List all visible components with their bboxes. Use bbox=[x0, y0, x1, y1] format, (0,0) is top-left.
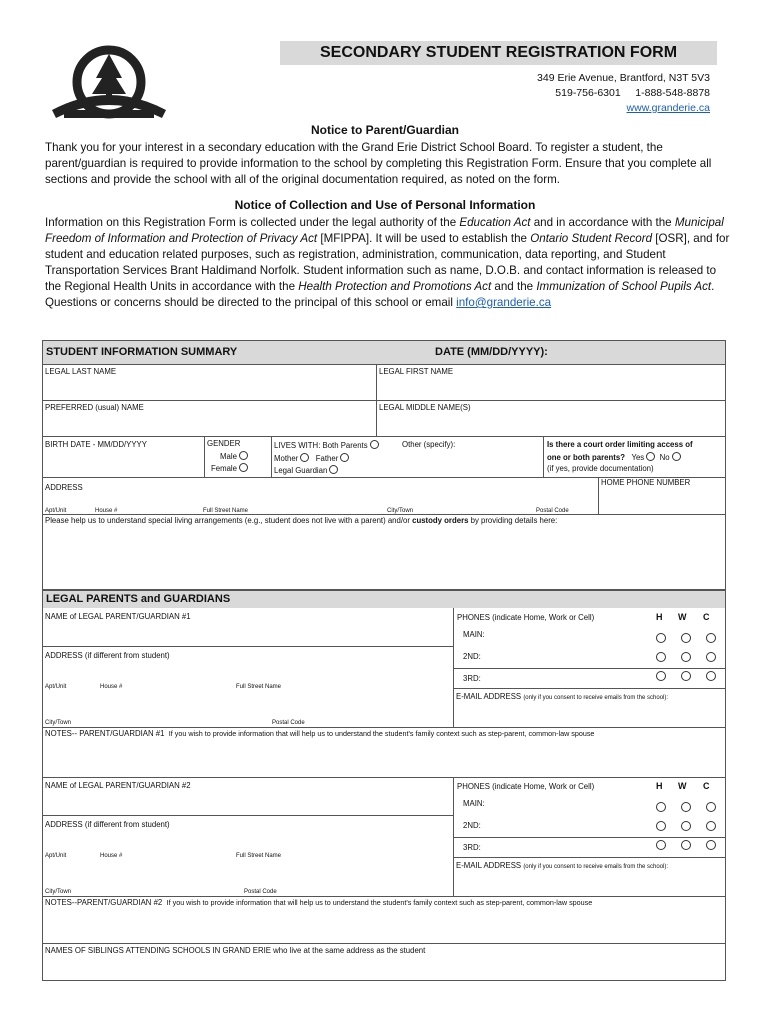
parent2-notes-field[interactable] bbox=[43, 909, 725, 943]
parent1-h-header: H bbox=[656, 612, 663, 622]
siblings-field[interactable] bbox=[43, 957, 725, 980]
siblings-label: NAMES OF SIBLINGS ATTENDING SCHOOLS IN GRAND ERIE who live at the same address as the student bbox=[45, 946, 426, 955]
mother-radio[interactable] bbox=[300, 453, 309, 462]
parent2-second-phone-label: 2ND: bbox=[463, 821, 481, 830]
parent2-phones-label: PHONES (indicate Home, Work or Cell) bbox=[457, 782, 595, 791]
board-phones: 519-756-6301 1-888-548-8878 bbox=[555, 87, 710, 99]
parent2-notes-label: NOTES--PARENT/GUARDIAN #2 If you wish to provide information that will help us to understand the student's family context such as step-parent, common-law spouse bbox=[45, 898, 593, 907]
parent1-email-field[interactable] bbox=[454, 704, 725, 726]
parent1-phones-label: PHONES (indicate Home, Work or Cell) bbox=[457, 613, 595, 622]
address-city-label: City/Town bbox=[387, 508, 414, 514]
parent1-postal-label: Postal Code bbox=[272, 720, 305, 726]
male-radio[interactable] bbox=[239, 451, 248, 460]
parent2-apt-label: Apt/Unit bbox=[45, 853, 67, 859]
email-link[interactable]: info@granderie.ca bbox=[456, 296, 552, 309]
court-no-radio[interactable] bbox=[672, 452, 681, 461]
form-title: SECONDARY STUDENT REGISTRATION FORM bbox=[280, 41, 717, 65]
legal-last-name-label: LEGAL LAST NAME bbox=[45, 367, 117, 376]
parent1-street-label: Full Street Name bbox=[236, 684, 282, 690]
parent2-second-type-radios[interactable] bbox=[656, 821, 716, 831]
parent1-name-label: NAME of LEGAL PARENT/GUARDIAN #1 bbox=[45, 612, 191, 621]
living-arrangements-label: Please help us to understand special living arrangements (e.g., student does not live with a parent) and/or custody orders by providing details here: bbox=[45, 516, 558, 525]
female-radio[interactable] bbox=[239, 463, 248, 472]
address-label: ADDRESS bbox=[45, 483, 83, 492]
home-phone-label: HOME PHONE NUMBER bbox=[601, 478, 691, 487]
parent2-name-field[interactable] bbox=[43, 793, 452, 814]
legal-last-name-field[interactable] bbox=[43, 378, 375, 399]
parent1-city-label: City/Town bbox=[45, 720, 72, 726]
parent2-third-type-radios[interactable] bbox=[656, 840, 716, 850]
legal-first-name-label: LEGAL FIRST NAME bbox=[379, 367, 454, 376]
living-arrangements-field[interactable] bbox=[43, 528, 725, 589]
parent2-house-label: House # bbox=[100, 853, 123, 859]
collection-heading: Notice of Collection and Use of Personal Information bbox=[234, 198, 536, 212]
parent1-address-label: ADDRESS (if different from student) bbox=[45, 651, 170, 660]
collection-body: Information on this Registration Form is collected under the legal authority of the Education Act and in accordance with the Municipal Freedom of Information and Protection of Privacy Act [MFIPPA]. It will be used to establish the Ontario Student Record [OSR], and for student and education related purposes, such as registration, administration, communication, data reporting, and Student Transportation Services Brant Haldimand Norfolk. Student information such as name, D.O.B. and contact information is released to the Regional Health Units in accordance with the Health Protection and Promotions Act and the Immunization of School Pupils Act. Questions or concerns should be directed to the principal of this school or email info@granderie.ca bbox=[45, 216, 730, 309]
lives-with-guardian-option[interactable]: Legal Guardian bbox=[274, 465, 338, 476]
legal-first-name-field[interactable] bbox=[377, 378, 725, 399]
lives-with-both-option[interactable]: LIVES WITH: Both Parents bbox=[274, 440, 379, 451]
parent1-w-header: W bbox=[678, 612, 687, 622]
notice-heading: Notice to Parent/Guardian bbox=[310, 123, 460, 137]
father-radio[interactable] bbox=[340, 453, 349, 462]
parent1-second-phone-label: 2ND: bbox=[463, 652, 481, 661]
gender-male-option[interactable]: Male bbox=[220, 451, 248, 462]
parent1-notes-label: NOTES-- PARENT/GUARDIAN #1 If you wish to provide information that will help us to understand the student's family context such as step-parent, common-law spouse bbox=[45, 729, 595, 738]
student-section-header: STUDENT INFORMATION SUMMARY DATE (MM/DD/YYYY): bbox=[43, 341, 725, 364]
school-board-logo bbox=[44, 40, 174, 125]
address-apt-label: Apt/Unit bbox=[45, 508, 67, 514]
preferred-name-label: PREFERRED (usual) NAME bbox=[45, 403, 144, 412]
parent2-w-header: W bbox=[678, 781, 687, 791]
parent1-email-label: E-MAIL ADDRESS (only if you consent to receive emails from the school): bbox=[456, 692, 669, 701]
lives-with-mother-option[interactable]: Mother Father bbox=[274, 453, 349, 464]
parent1-notes-field[interactable] bbox=[43, 740, 725, 776]
parent2-email-label: E-MAIL ADDRESS (only if you consent to receive emails from the school): bbox=[456, 861, 669, 870]
parent1-main-phone-label: MAIN: bbox=[463, 630, 485, 639]
parent1-second-type-radios[interactable] bbox=[656, 652, 716, 662]
parent1-c-header: C bbox=[703, 612, 710, 622]
address-field[interactable] bbox=[43, 493, 597, 506]
parent1-main-type-radios[interactable] bbox=[656, 633, 716, 643]
parent2-city-label: City/Town bbox=[45, 889, 72, 895]
court-order-question-2: one or both parents? Yes No bbox=[547, 452, 681, 463]
parent2-name-label: NAME of LEGAL PARENT/GUARDIAN #2 bbox=[45, 781, 191, 790]
gender-female-option[interactable]: Female bbox=[211, 463, 248, 474]
legal-middle-name-field[interactable] bbox=[377, 414, 725, 435]
parent2-main-phone-label: MAIN: bbox=[463, 799, 485, 808]
parent1-apt-label: Apt/Unit bbox=[45, 684, 67, 690]
legal-guardian-radio[interactable] bbox=[329, 465, 338, 474]
birth-date-field[interactable] bbox=[43, 452, 203, 476]
address-house-label: House # bbox=[95, 508, 118, 514]
board-address: 349 Erie Avenue, Brantford, N3T 5V3 bbox=[537, 72, 710, 84]
both-parents-radio[interactable] bbox=[370, 440, 379, 449]
parent2-c-header: C bbox=[703, 781, 710, 791]
parent2-third-phone-label: 3RD: bbox=[463, 843, 481, 852]
parent2-postal-label: Postal Code bbox=[244, 889, 277, 895]
parent2-h-header: H bbox=[656, 781, 663, 791]
parent2-address-label: ADDRESS (if different from student) bbox=[45, 820, 170, 829]
notice-body: Thank you for your interest in a secondary education with the Grand Erie District School Board. To register a student, the parent/guardian is required to provide information to the school by completing this Registration Form. Ensure that you complete all sections and provide the school with all of the original documentation required, as noted on the form. bbox=[45, 141, 712, 186]
board-website-link[interactable]: www.granderie.ca bbox=[626, 102, 710, 114]
court-order-question: Is there a court order limiting access of bbox=[547, 440, 693, 449]
address-postal-label: Postal Code bbox=[536, 508, 569, 514]
parent1-third-type-radios[interactable] bbox=[656, 671, 716, 681]
birth-date-label: BIRTH DATE - MM/DD/YYYY bbox=[45, 440, 147, 449]
parents-section-header: LEGAL PARENTS and GUARDIANS bbox=[43, 591, 725, 608]
parent1-third-phone-label: 3RD: bbox=[463, 674, 481, 683]
parent1-house-label: House # bbox=[100, 684, 123, 690]
board-contact bbox=[537, 71, 710, 116]
parent1-name-field[interactable] bbox=[43, 624, 452, 645]
gender-label: GENDER bbox=[207, 439, 241, 448]
court-yes-radio[interactable] bbox=[646, 452, 655, 461]
legal-middle-name-label: LEGAL MIDDLE NAME(S) bbox=[379, 403, 471, 412]
address-street-label: Full Street Name bbox=[203, 508, 249, 514]
parent2-street-label: Full Street Name bbox=[236, 853, 282, 859]
lives-with-other-label: Other (specify): bbox=[402, 440, 456, 449]
parent2-email-field[interactable] bbox=[454, 873, 725, 895]
preferred-name-field[interactable] bbox=[43, 414, 375, 435]
parent2-main-type-radios[interactable] bbox=[656, 802, 716, 812]
home-phone-field[interactable] bbox=[599, 490, 725, 513]
court-order-note: (if yes, provide documentation) bbox=[547, 464, 654, 473]
